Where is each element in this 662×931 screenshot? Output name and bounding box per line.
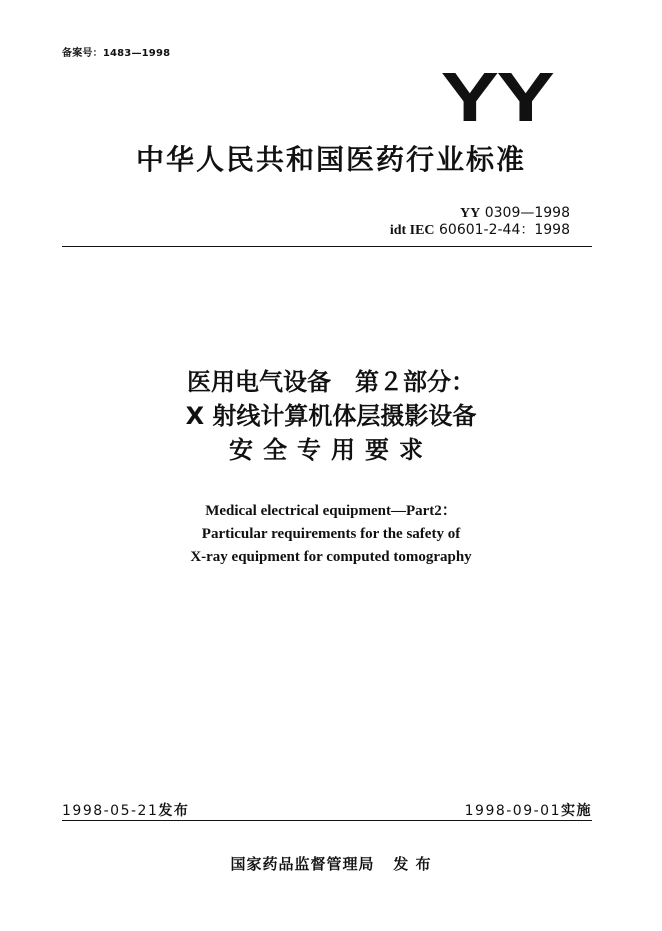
english-title-line-2: Particular requirements for the safety of bbox=[201, 526, 461, 542]
filing-label: 备案号： bbox=[62, 48, 103, 59]
issuing-authority bbox=[0, 853, 662, 874]
english-title-line-3: X-ray equipment for computed tomography bbox=[190, 549, 472, 565]
filing-value: 1483—1998 bbox=[102, 48, 171, 59]
issue-label: 发布 bbox=[158, 803, 190, 819]
issue-date-value: 1998-05-21 bbox=[62, 803, 159, 819]
english-title bbox=[0, 500, 662, 569]
standard-number-block bbox=[390, 205, 570, 239]
idt-number: 60601-2-44：1998 bbox=[439, 222, 570, 238]
bottom-divider bbox=[62, 820, 592, 821]
effective-label: 实施 bbox=[561, 803, 592, 819]
standard-number-value: 0309—1998 bbox=[484, 205, 570, 221]
standard-number bbox=[390, 205, 570, 222]
top-divider bbox=[62, 246, 592, 247]
standard-category-title: 中华人民共和国医药行业标准 bbox=[135, 143, 526, 176]
issue-date bbox=[62, 800, 189, 820]
issuer-action: 发 布 bbox=[393, 855, 432, 873]
standard-prefix: YY bbox=[460, 206, 481, 221]
english-title-line-1: Medical electrical equipment—Part2： bbox=[205, 503, 457, 519]
idt-reference bbox=[390, 222, 570, 239]
filing-number bbox=[62, 44, 170, 59]
effective-date-value: 1998-09-01 bbox=[464, 803, 561, 819]
chinese-title-line-3: 安全专用要求 bbox=[229, 436, 433, 464]
effective-date bbox=[465, 800, 592, 820]
yy-logo: YY bbox=[440, 58, 552, 136]
issuer-name: 国家药品监督管理局 bbox=[230, 855, 375, 873]
chinese-title bbox=[0, 365, 662, 467]
chinese-title-line-2: X 射线计算机体层摄影设备 bbox=[185, 402, 477, 430]
idt-prefix: idt IEC bbox=[389, 223, 435, 238]
chinese-title-line-1: 医用电气设备 第２部分： bbox=[187, 368, 475, 396]
